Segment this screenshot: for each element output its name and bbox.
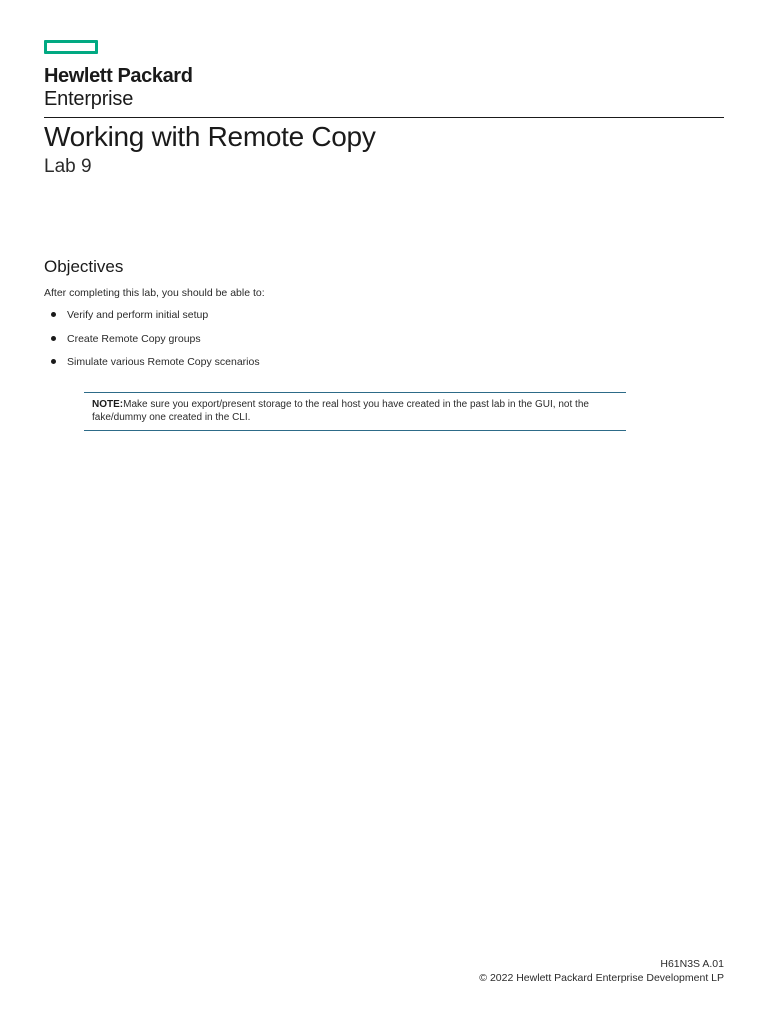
objectives-heading: Objectives (44, 257, 124, 276)
logo-wordmark-line1: Hewlett Packard (44, 65, 193, 87)
logo-wordmark-line2: Enterprise (44, 88, 134, 110)
list-item-text: Create Remote Copy groups (67, 332, 201, 345)
objectives-intro: After completing this lab, you should be able to: (44, 287, 265, 299)
page-title: Working with Remote Copy (44, 121, 376, 152)
list-item-text: Verify and perform initial setup (67, 309, 209, 321)
bullet-icon (51, 336, 56, 341)
page-subtitle: Lab 9 (44, 156, 92, 177)
header-divider (44, 117, 724, 118)
note-text: Make sure you export/present storage to the real host you have created in the past lab in the GUI, not the fake/dummy one created in the CLI. (92, 399, 589, 423)
list-item-text: Simulate various Remote Copy scenarios (67, 356, 260, 368)
note-box (84, 392, 626, 431)
bullet-icon (51, 359, 56, 364)
course-code: H61N3S A.01 (660, 958, 724, 970)
page-footer (479, 957, 724, 985)
copyright-notice: © 2022 Hewlett Packard Enterprise Development LP (479, 972, 724, 984)
hpe-logo (44, 40, 214, 112)
bullet-icon (51, 312, 56, 317)
hpe-logo-mark-icon (44, 40, 98, 54)
note-label: NOTE: (92, 399, 124, 410)
